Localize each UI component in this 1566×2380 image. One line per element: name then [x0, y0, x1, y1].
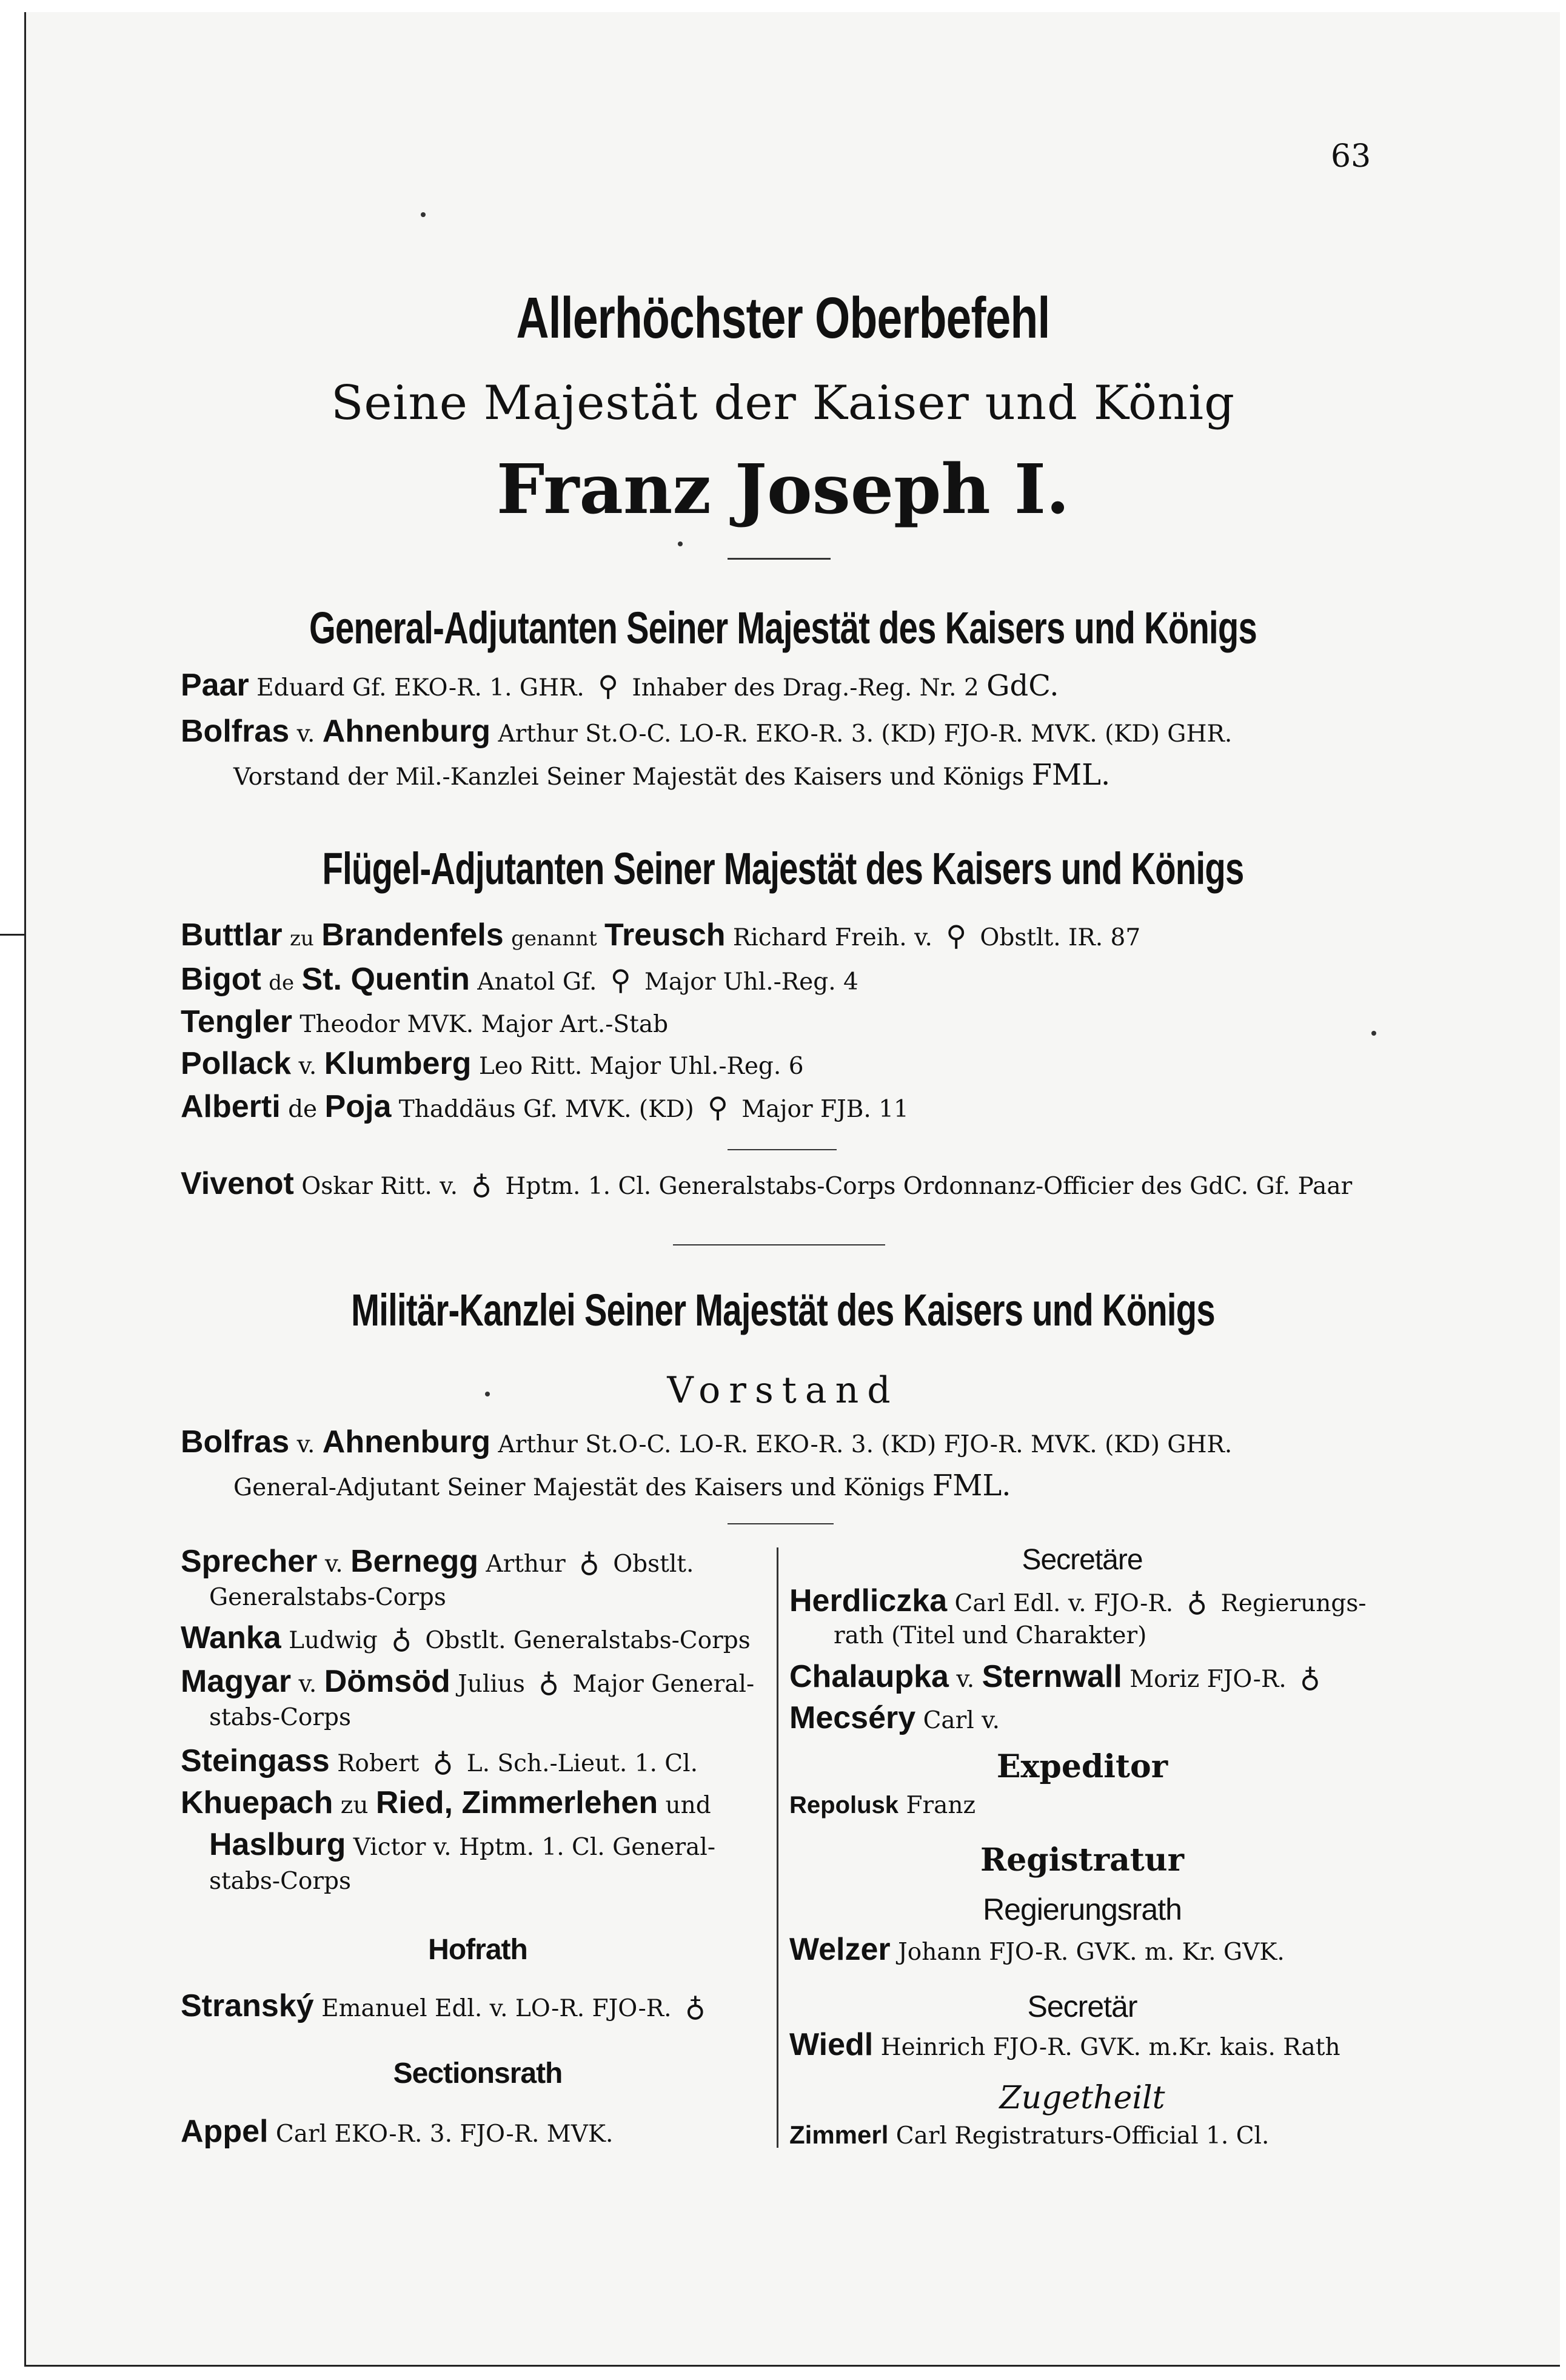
entry-chalaupka: Chalaupka v. Sternwall Moriz FJO-R. ♁: [789, 1659, 1320, 1694]
speck: [485, 1392, 490, 1396]
order-symbol-icon: ♁: [1186, 1585, 1208, 1618]
order-symbol-icon: ⚲: [610, 964, 631, 996]
section-heading-fluegel-adjutanten: Flügel-Adjutanten Seiner Majestät des Kaisers und Königs: [322, 843, 1244, 894]
divider-rule: [728, 1149, 837, 1150]
divider-rule: [728, 1523, 834, 1524]
entry-stransky: Stranský Emanuel Edl. v. LO-R. FJO-R. ♁: [181, 1988, 706, 2023]
expeditor-heading: Expeditor: [996, 1748, 1168, 1785]
surname: Paar: [181, 668, 249, 703]
order-symbol-icon: ⚲: [708, 1091, 728, 1124]
entry-tengler: Tengler Theodor MVK. Major Art.-Stab: [181, 1004, 669, 1039]
entry-paar: Paar Eduard Gf. EKO-R. 1. GHR. ⚲ Inhaber des Drag.-Reg. Nr. 2 GdC.: [181, 668, 1059, 703]
entry-wanka: Wanka Ludwig ♁ Obstlt. Generalstabs-Corps: [181, 1620, 751, 1655]
entry-repolusk: Repolusk Franz: [789, 1792, 976, 1819]
entry-appel: Appel Carl EKO-R. 3. FJO-R. MVK.: [181, 2114, 614, 2149]
vorstand-label: Vorstand: [667, 1369, 899, 1412]
entry-wiedl: Wiedl Heinrich FJO-R. GVK. m.Kr. kais. Rath: [789, 2027, 1340, 2062]
section-heading-general-adjutanten: General-Adjutanten Seiner Majestät des Kaisers und Königs: [309, 603, 1257, 653]
surname: Bolfras: [181, 714, 290, 749]
section-heading-militaer-kanzlei: Militär-Kanzlei Seiner Majestät des Kaisers und Königs: [351, 1285, 1215, 1335]
entry-magyar: Magyar v. Dömsöd Julius ♁ Major General-: [181, 1664, 755, 1699]
entry-alberti: Alberti de Poja Thaddäus Gf. MVK. (KD) ⚲ Major FJB. 11: [181, 1089, 909, 1124]
entry-steingass: Steingass Robert ♁ L. Sch.-Lieut. 1. Cl.: [181, 1743, 698, 1778]
speck: [678, 541, 683, 546]
entry-bolfras-line2: Vorstand der Mil.-Kanzlei Seiner Majestät des Kaisers und Königs FML.: [233, 758, 1111, 792]
entry-mecsery: Mecséry Carl v.: [789, 1700, 1000, 1735]
entry-haslburg-line2: stabs-Corps: [209, 1868, 352, 1895]
order-symbol-icon: ♁: [684, 1990, 706, 2023]
zugetheilt-heading: Zugetheilt: [999, 2080, 1165, 2116]
subtitle: Seine Majestät der Kaiser und König: [330, 376, 1236, 431]
order-symbol-icon: ♁: [538, 1666, 559, 1698]
entry-herdliczka: Herdliczka Carl Edl. v. FJO-R. ♁ Regierungs-: [789, 1583, 1367, 1618]
column-divider: [777, 1547, 778, 2148]
divider-rule: [728, 558, 831, 560]
regierungsrath-heading: Regierungsrath: [983, 1892, 1182, 1926]
hofrath-heading: Hofrath: [428, 1934, 527, 1966]
speck: [1371, 1031, 1376, 1036]
entry-bolfras-kanzlei: Bolfras v. Ahnenburg Arthur St.O-C. LO-R. EKO-R. 3. (KD) FJO-R. MVK. (KD) GHR.: [181, 1424, 1233, 1460]
entry-buttlar: Buttlar zu Brandenfels genannt Treusch Richard Freih. v. ⚲ Obstlt. IR. 87: [181, 917, 1141, 953]
order-symbol-icon: ♁: [432, 1745, 453, 1778]
page-title: Allerhöchster Oberbefehl: [516, 286, 1050, 350]
emperor-name: Franz Joseph I.: [496, 450, 1070, 529]
secretaere-heading: Secretäre: [1022, 1544, 1143, 1576]
entry-pollack: Pollack v. Klumberg Leo Ritt. Major Uhl.-Reg. 6: [181, 1046, 804, 1081]
secretaer-heading: Secretär: [1027, 1989, 1137, 2023]
entry-sprecher-line2: Generalstabs-Corps: [209, 1584, 446, 1611]
divider-rule: [673, 1244, 885, 1245]
order-symbol-icon: ♁: [1300, 1661, 1320, 1694]
order-symbol-icon: ♁: [391, 1622, 412, 1655]
order-symbol-icon: ♁: [579, 1546, 600, 1578]
page-number: 63: [1331, 138, 1371, 175]
entry-magyar-line2: stabs-Corps: [209, 1704, 352, 1731]
entry-bigot: Bigot de St. Quentin Anatol Gf. ⚲ Major Uhl.-Reg. 4: [181, 962, 858, 997]
entry-bolfras: Bolfras v. Ahnenburg Arthur St.O-C. LO-R. EKO-R. 3. (KD) FJO-R. MVK. (KD) GHR.: [181, 714, 1233, 749]
page-edge-mark: [0, 934, 24, 936]
registratur-heading: Registratur: [980, 1842, 1185, 1879]
entry-khuepach: Khuepach zu Ried, Zimmerlehen und: [181, 1785, 711, 1820]
entry-zimmerl: Zimmerl Carl Registraturs-Official 1. Cl.: [789, 2120, 1270, 2150]
entry-herdliczka-line2: rath (Titel und Charakter): [834, 1622, 1147, 1649]
order-symbol-icon: ♁: [471, 1168, 492, 1201]
order-symbol-icon: ⚲: [946, 919, 967, 952]
entry-welzer: Welzer Johann FJO-R. GVK. m. Kr. GVK.: [789, 1932, 1285, 1967]
order-symbol-icon: ⚲: [598, 669, 618, 702]
entry-haslburg: Haslburg Victor v. Hptm. 1. Cl. General-: [209, 1827, 716, 1862]
speck: [421, 212, 426, 217]
sectionsrath-heading: Sectionsrath: [393, 2057, 563, 2090]
entry-sprecher: Sprecher v. Bernegg Arthur ♁ Obstlt.: [181, 1544, 694, 1579]
entry-vivenot: Vivenot Oskar Ritt. v. ♁ Hptm. 1. Cl. Generalstabs-Corps Ordonnanz-Officier des GdC. Gf. Paar: [181, 1166, 1353, 1201]
entry-bolfras-kanzlei-line2: General-Adjutant Seiner Majestät des Kaisers und Königs FML.: [233, 1469, 1011, 1503]
